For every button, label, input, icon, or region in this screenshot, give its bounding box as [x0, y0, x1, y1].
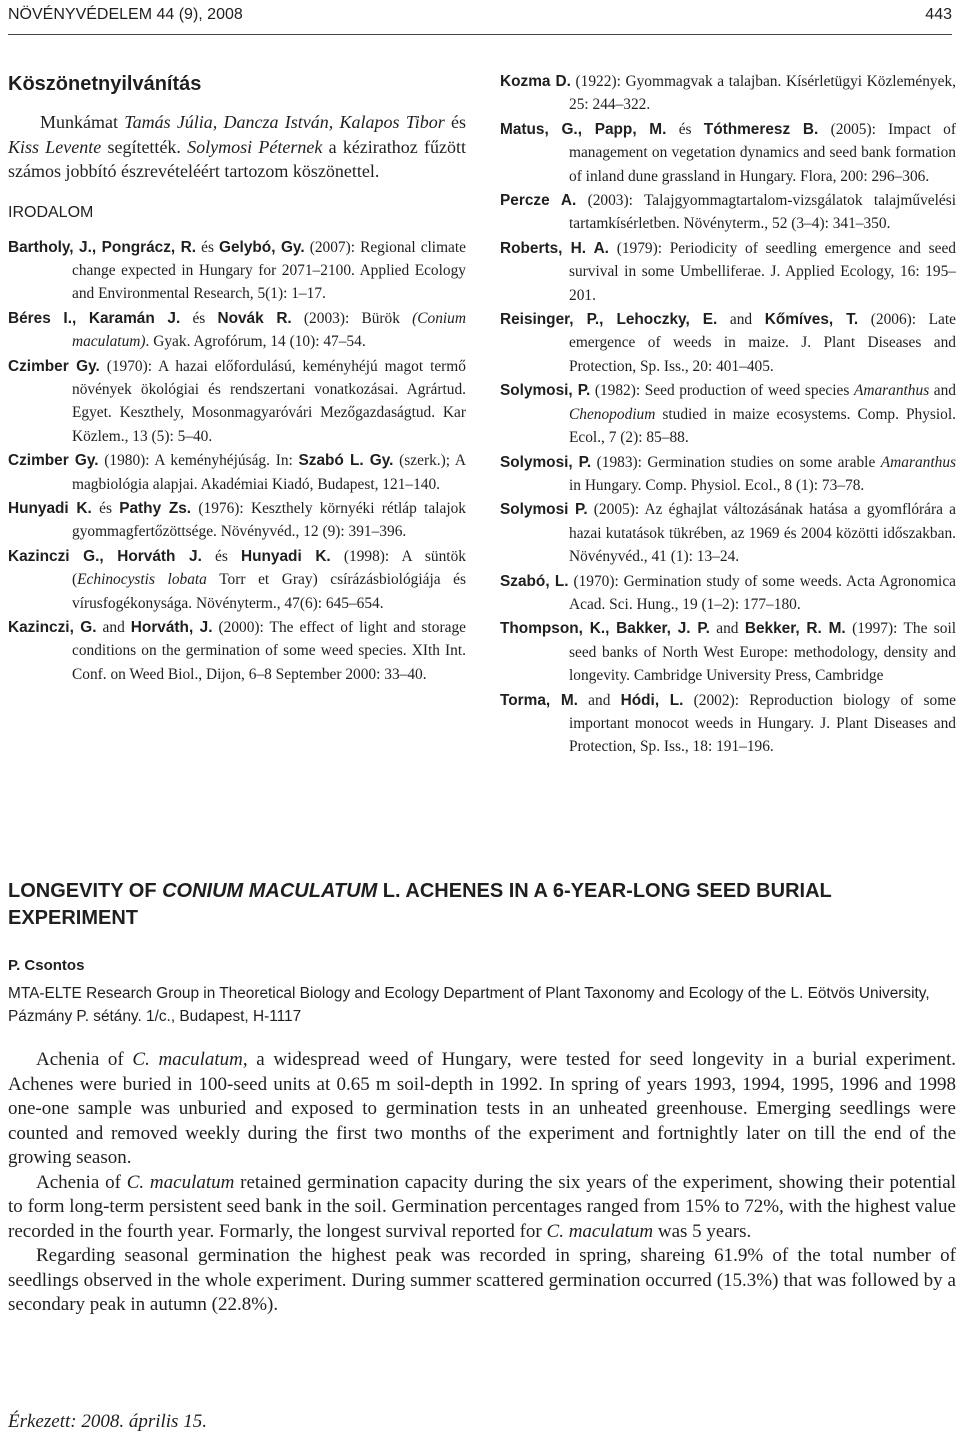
reference-text: in Hungary. Comp. Physiol. Ecol., 8 (1): 73–78. — [569, 476, 865, 494]
article-title — [8, 878, 938, 932]
ack-part: Tamás Júlia, Dancza István, Kalapos Tibor — [124, 112, 445, 132]
reference-entry — [500, 451, 956, 498]
reference-list-left — [8, 236, 466, 687]
reference-entry — [8, 307, 466, 354]
reference-text: Kőmíves, T. — [764, 311, 859, 329]
reference-text: (2002): Reproduction biology of some important monocot weeds in Hungary. J. Plant Diseases and Protection, Sp. Iss., 18: 191–196. — [569, 691, 956, 756]
reference-text: Kazinczi G., Horváth J. — [8, 547, 202, 565]
reference-entry — [500, 570, 956, 617]
reference-text: (1922): Gyommagvak a talajban. Kísérletügyi Közlemények, 25: 244–322. — [569, 73, 956, 114]
reference-text: Tóthmeresz B. — [703, 120, 819, 138]
reference-entry — [500, 689, 956, 759]
reference-text: and — [709, 620, 745, 638]
reference-entry — [500, 498, 956, 568]
abstract-paragraph — [8, 1048, 956, 1171]
reference-text: Czimber Gy. — [8, 452, 99, 470]
reference-text: Hunyadi K. — [8, 499, 92, 517]
reference-text: (1979): Periodicity of seedling emergence and seed survival in some Umbelliferae. J. Applied Ecology, 16: 195–201. — [569, 239, 956, 304]
reference-entry — [8, 497, 466, 544]
reference-text: Torma, M. — [500, 691, 578, 709]
reference-text: Szabó L. Gy. — [298, 452, 394, 470]
reference-entry — [8, 545, 466, 615]
abstract-paragraph — [8, 1244, 956, 1318]
reference-text: Bartholy, J., Pongrácz, R. — [8, 238, 197, 256]
reference-entry — [500, 189, 956, 236]
page-header — [8, 6, 952, 30]
reference-text: (2007): Regional climate change expected in Hungary for 2071–2100. Applied Ecology and Environmental Research, 5(1): 1–17. — [72, 238, 466, 303]
reference-text: and — [96, 619, 131, 636]
journal-name: NÖVÉNYVÉDELEM 44 (9), 2008 — [8, 6, 243, 23]
reference-text: (1997): The soil seed banks of North West Europe: methodology, density and longevity. Cambridge University Press, Cambridge — [569, 620, 956, 685]
reference-entry — [500, 237, 956, 307]
reference-text: és — [201, 547, 242, 565]
reference-text: and — [717, 311, 765, 329]
acknowledgement-heading: Köszönetnyilvánítás — [8, 73, 202, 95]
reference-text: és — [196, 238, 220, 256]
reference-text: Reisinger, P., Lehoczky, E. — [500, 311, 718, 329]
reference-text: Hódi, L. — [620, 691, 684, 709]
reference-entry — [8, 236, 466, 306]
reference-text: (szerk.); A magbiológia alapjai. Akadémiai Kiadó, Budapest, 121–140. — [72, 452, 466, 493]
reference-list-right — [500, 70, 956, 759]
reference-text: Kazinczi, G. — [8, 619, 97, 636]
ack-part: Munkámat — [40, 112, 125, 132]
reference-text: Roberts, H. A. — [500, 239, 609, 257]
ack-part: és — [444, 112, 466, 132]
reference-text: Chenopodium — [569, 405, 656, 423]
reference-text: (2005): Az éghajlat változásának hatása a gyomflórára a hazai kutatások tükrében, az 1969 és 2004 közötti időszakban. Növényvéd., 41 (1): 13–24. — [569, 501, 956, 566]
reference-text: Pathy Zs. — [119, 499, 192, 517]
reference-text: Hunyadi K. — [241, 547, 331, 565]
abstract-paragraph — [8, 1171, 956, 1245]
reference-text: (1970): Germination study of some weeds. Acta Agronomica Acad. Sci. Hung., 19 (1–2): 177–180. — [568, 572, 956, 613]
reference-text: és — [91, 499, 120, 517]
title-part: L. ACHENES IN A 6-YEAR-LONG SEED BURIAL EXPERIMENT — [8, 880, 832, 929]
reference-text: Czimber Gy. — [8, 357, 100, 375]
reference-entry — [500, 308, 956, 378]
reference-text: (2003): Talajgyommagtartalom-vizsgálatok talajművelési tartamkísérletben. Növényterm., 52 (3–4): 341–350. — [569, 192, 956, 233]
reference-text: Solymosi, P. — [500, 382, 591, 400]
left-column — [8, 70, 466, 687]
title-part: LONGEVITY OF — [8, 880, 163, 902]
reference-text: (1976): Keszthely környéki rétláp talajok gyommagfertőzöttsége. Növényvéd., 12 (9): 391–396. — [72, 499, 466, 541]
reference-text: Kozma D. — [500, 73, 571, 90]
reference-text: (1970): A hazai előfordulású, keményhéjú magot termő növények ökológiai és rendszertani vonatkozásai. Agrártud. Egyet. Keszthely, Mosonmagyaróvári Mezőgazdaságtud. Kar Közlem., 13 (5): 5–40. — [72, 357, 466, 445]
ack-part: segítették. — [101, 136, 188, 157]
reference-text: and — [577, 691, 621, 709]
reference-text: (2003): Bürök — [291, 309, 413, 327]
reference-text: és — [180, 309, 218, 327]
acknowledgement-text — [8, 110, 466, 184]
right-column — [500, 70, 956, 760]
abstract — [8, 1048, 956, 1318]
reference-text: Percze A. — [500, 192, 577, 210]
abstract-text: retained germination capacity during the six years of the experiment, showing their potential to form long-term persistent seed bank in the soil. Germination percentages ranged from 15% to 72%, with the highest value recorded in the fourth year. Formarly, the longest survival reported for — [8, 1171, 956, 1242]
reference-text: (2005): Impact of management on vegetation dynamics and seed bank formation of inland dune grassland in Hungary. Flora, 200: 296–306. — [569, 120, 956, 185]
reference-text: . Gyak. Agrofórum, 14 (10): 47–54. — [145, 333, 366, 351]
reference-text: Echinocystis lobata — [77, 571, 207, 589]
reference-text: (1983): Germination studies on some arable — [591, 453, 881, 471]
reference-text: Amaranthus — [853, 382, 930, 400]
reference-entry — [500, 118, 956, 188]
ack-part: a kézirathoz fűzött számos jobbító észrevételéért tartozom köszönettel. — [8, 136, 466, 181]
reference-text: (2000): The effect of light and storage conditions on the germination of some weed species. XIth Int. Conf. on Weed Biol., Dijon, 6–8 September 2000: 33–40. — [72, 619, 466, 683]
reference-entry — [8, 355, 466, 449]
article-author: P. Csontos — [8, 957, 85, 974]
references-heading: IRODALOM — [8, 203, 94, 221]
reference-text: Amaranthus — [880, 453, 956, 471]
abstract-text: C. maculatum — [546, 1220, 654, 1242]
reference-text: (1980): A keményhéjúság. In: — [98, 452, 299, 470]
abstract-text: Regarding seasonal germination the highest peak was recorded in spring, shareing 61.9% of the total number of seedlings observed in the whole experiment. During summer scattered germination occurred (15.3%) that was followed by a secondary peak in autumn (22.8%). — [8, 1245, 956, 1315]
header-rule — [8, 34, 952, 35]
reference-text: studied in maize ecosystems. Comp. Physiol. Ecol., 7 (2): 85–88. — [569, 405, 956, 447]
reference-text: Matus, G., Papp, M. — [500, 120, 667, 138]
abstract-text: Achenia of — [36, 1171, 127, 1193]
abstract-text: , a widespread weed of Hungary, were tested for seed longevity in a burial experiment. Achenes were buried in 100-seed units at 0.65 m soil-depth in 1992. In spring of years 1993, 1994, 1995, 1996 and 1998 one-one sample was unburied and exposed to germination tests in an unheated greenhouse. Emerging seedlings were counted and removed weekly during the first two months of the experiment and fortnightly later on till the end of the growing season. — [8, 1049, 956, 1168]
author-affiliation: MTA-ELTE Research Group in Theoretical Biology and Ecology Department of Plant Taxonomy and Ecology of the L. Eötvös University, Pázmány P. sétány. 1/c., Budapest, H-1117 — [8, 985, 930, 1025]
title-part: CONIUM MACULATUM — [162, 880, 378, 902]
reference-entry — [500, 379, 956, 449]
reference-text: Gelybó, Gy. — [219, 238, 305, 256]
reference-text: (1982): Seed production of weed species — [590, 382, 854, 400]
reference-text: és — [666, 120, 704, 138]
reference-text: Bekker, R. M. — [744, 620, 846, 638]
reference-text: Thompson, K., Bakker, J. P. — [500, 620, 710, 638]
reference-text: Torr et Gray) csírázásbiológiája és vírusfogékonysága. Növényterm., 47(6): 645–654. — [72, 571, 466, 612]
reference-text: and — [929, 382, 956, 400]
page-number: 443 — [925, 6, 952, 23]
abstract-text: C. maculatum — [126, 1171, 235, 1193]
abstract-text: C. maculatum — [132, 1049, 243, 1070]
reference-entry — [500, 617, 956, 687]
abstract-text: was 5 years. — [653, 1220, 752, 1242]
reference-text: Szabó, L. — [500, 572, 569, 590]
reference-text: (2006): Late emergence of weeds in maize. J. Plant Diseases and Protection, Sp. Iss., 20: 401–405. — [569, 311, 956, 375]
reference-entry — [8, 449, 466, 496]
reference-text: Horváth, J. — [130, 619, 213, 636]
reference-text: (1998): A süntök ( — [72, 547, 466, 589]
reference-text: Novák R. — [217, 309, 292, 327]
ack-part: Kiss Levente — [8, 136, 102, 157]
reference-entry — [500, 70, 956, 117]
reference-text: Béres I., Karamán J. — [8, 309, 181, 327]
reference-text: Solymosi, P. — [500, 453, 592, 471]
received-date: Érkezett: 2008. április 15. — [8, 1411, 207, 1432]
reference-text: (Conium maculatum) — [72, 309, 466, 351]
abstract-text: Achenia of — [36, 1049, 133, 1070]
ack-part: Solymosi Péternek — [187, 136, 323, 157]
reference-entry — [8, 616, 466, 686]
reference-text: Solymosi P. — [500, 501, 588, 519]
